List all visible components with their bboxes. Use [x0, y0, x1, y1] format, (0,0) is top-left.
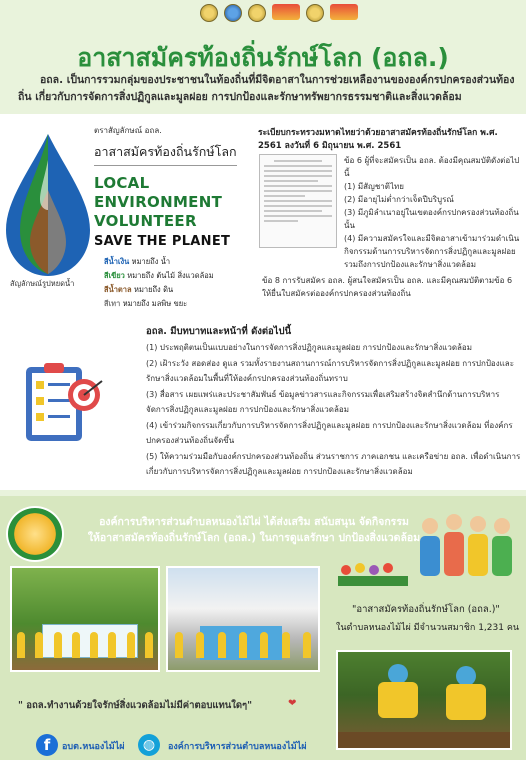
clause6-item: (4) มีความสมัครใจและมีจิตอาสาเข้ามาร่วมดำเนินกิจกรรมด้านการบริหารจัดการสิ่งปฏิกูลและมูลฝอย รวมถึงการปกป้องและรักษาสิ่งแวดล้อม: [344, 234, 520, 269]
clause6-item: (2) มีอายุไม่ต่ำกว่าเจ็ดปีบริบูรณ์: [344, 195, 454, 204]
symbol-caption: สัญลักษณ์รูปหยดน้ำ: [10, 279, 75, 288]
regulation-title: ระเบียบกระทรวงมหาดไทยว่าด้วยอาสาสมัครท้องถิ่นรักษ์โลก พ.ศ. 2561 ลงวันที่ 6 มิถุนายน พ.ศ. 2561: [258, 128, 498, 151]
logo-en-line1: LOCAL: [94, 174, 150, 192]
volunteers-illustration: [410, 512, 522, 580]
members-count-text: ในตำบลหนองไม้ไผ่ มีจำนวนสมาชิก 1,231 คน: [336, 623, 519, 633]
globe-icon[interactable]: ◍: [138, 734, 160, 756]
duties-list: [146, 340, 522, 480]
department-logo: [248, 4, 266, 22]
logo-thai-name: อาสาสมัครท้องถิ่นรักษ์โลก: [94, 142, 237, 166]
drop-icon: [0, 130, 96, 280]
duties-title: อถล. มีบทบาทและหน้าที่ ดังต่อไปนี้: [146, 326, 292, 337]
page-title: อาสาสมัครท้องถิ่นรักษ์โลก (อถล.): [77, 43, 449, 72]
color-key-green: สีเขียว หมายถึง ต้นไม้ สิ่งแวดล้อม: [104, 271, 214, 280]
footer: [0, 730, 526, 760]
color-key-brown: สีน้ำตาล หมายถึง ดิน: [104, 285, 174, 294]
office-logo: [306, 4, 324, 22]
partner-logos: [200, 4, 358, 22]
logo-en-line2: ENVIRONMENT: [94, 193, 223, 211]
band-text-line2: ให้อาสาสมัครท้องถิ่นรักษ์โลก (อถล.) ในการดูแลรักษา ปกป้องสิ่งแวดล้อม: [87, 532, 421, 544]
regulation-document-thumbnail: [259, 154, 337, 248]
activity-photo-building: [166, 566, 320, 672]
logo-en-line4: SAVE THE PLANET: [94, 234, 231, 249]
logo-caption: ตราสัญลักษณ์ อถล.: [94, 126, 162, 135]
clause6-intro: ข้อ 6 ผู้ที่จะสมัครเป็น อถล. ต้องมีคุณสมบัติดังต่อไปนี้: [344, 156, 520, 178]
intro-text: อถล. เป็นการรวมกลุ่มของประชาชนในท้องถิ่นที่มีจิตอาสาในการช่วยเหลืองานขององค์กรปกครองส่วนท้องถิ่น เกี่ยวกับการจัดการสิ่งปฏิกูลและมูลฝอย การปกป้องและรักษาทรัพยากรธรรมชาติและสิ่งแวดล้อม: [18, 74, 515, 103]
color-key-gray: สีเทา หมายถึง มลพิษ ขยะ: [104, 299, 188, 308]
duty-item: (5) ให้ความร่วมมือกับองค์กรปกครองส่วนท้องถิ่น ส่วนราชการ ภาคเอกชน และเครือข่าย อถล. เพื่อดำเนินการเกี่ยวกับการบริหารจัดการสิ่งปฏิกูลและมูลฝอย การปกป้องและรักษาสิ่งแวดล้อม: [146, 451, 521, 476]
heart-icon: ❤: [288, 698, 297, 709]
clause6-item: (1) มีสัญชาติไทย: [344, 182, 404, 191]
duty-item: (1) ประพฤติตนเป็นแบบอย่างในการจัดการสิ่งปฏิกูลและมูลฝอย การปกป้องและรักษาสิ่งแวดล้อม: [146, 343, 472, 352]
members-quote-title: "อาสาสมัครท้องถิ่นรักษ์โลก (อถล.)": [352, 604, 500, 615]
clause6-item: (3) มีภูมิลำเนาอยู่ในเขตองค์กรปกครองส่วนท้องถิ่นนั้น: [344, 208, 519, 230]
duty-item: (4) เข้าร่วมกิจกรรมเกี่ยวกับการบริหารจัดการสิ่งปฏิกูลและมูลฝอย การปกป้องและรักษาสิ่งแวดล้อม ที่องค์กรปกครองส่วนท้องถิ่นจัดขึ้น: [146, 420, 513, 445]
website-link[interactable]: องค์การบริหารส่วนตำบลหนองไม้ไผ่: [168, 742, 307, 752]
regulation-clause6: [344, 154, 522, 271]
activity-photo-group: [10, 566, 160, 672]
facebook-icon[interactable]: f: [36, 734, 58, 756]
color-key-blue: สีน้ำเงิน หมายถึง น้ำ: [104, 257, 171, 266]
facebook-page-link[interactable]: อบต.หนองไม้ไผ่: [62, 742, 125, 752]
regulation-clause8: ข้อ 8 การรับสมัคร อถล. ผู้สนใจสมัครเป็น อถล. และมีคุณสมบัติตามข้อ 6 ให้ยื่นใบสมัครต่อองค์กรปกครองส่วนท้องถิ่น: [262, 276, 513, 298]
no-compensation-note: " อถล.ทำงานด้วยใจรักษ์สิ่งแวดล้อมไม่มีค่าตอบแทนใดๆ": [18, 700, 253, 711]
change-for-good-logo: [272, 4, 300, 20]
ministry-logo: [224, 4, 242, 22]
duty-item: (3) สื่อสาร เผยแพร่และประชาสัมพันธ์ ข้อมูลข่าวสารและกิจกรรมเพื่อเสริมสร้างจิตสำนึกด้านการบริหารจัดการสิ่งปฏิกูลและมูลฝอย การปกป้องและรักษาสิ่งแวดล้อม: [146, 389, 500, 414]
band-text-line1: องค์การบริหารส่วนตำบลหนองไม้ไผ่ ได้ส่งเสริม สนับสนุน จัดกิจกรรม: [99, 516, 409, 528]
duty-item: (2) เฝ้าระวัง สอดส่อง ดูแล รวมทั้งรายงานสถานการณ์การบริหารจัดการสิ่งปฏิกูลและมูลฝอย การปกป้องและรักษาสิ่งแวดล้อมในพื้นที่ให้องค์กรปกครองส่วนท้องถิ่นทราบ: [146, 358, 514, 383]
seal-logo: [200, 4, 218, 22]
checklist-target-icon: [18, 357, 104, 447]
logo-en-line3: VOLUNTEER: [94, 212, 197, 230]
campaign-logo: [330, 4, 358, 20]
flowers-decoration: [338, 560, 408, 586]
sao-nongmaiphai-logo: [6, 506, 64, 562]
